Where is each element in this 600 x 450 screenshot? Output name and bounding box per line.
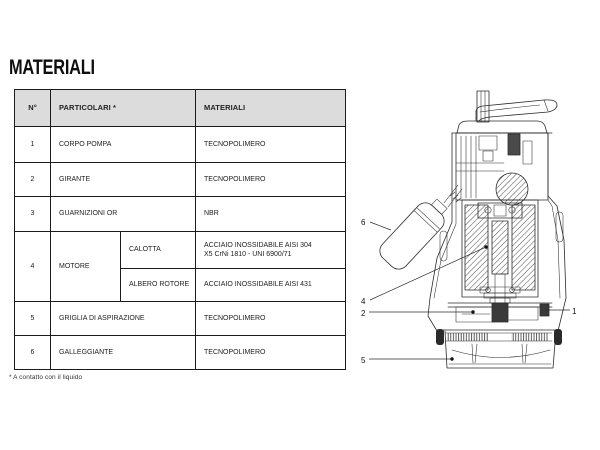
cell-number: 1 [15, 127, 51, 163]
table-row [15, 163, 346, 197]
cell-part: GUARNIZIONI OR [51, 197, 196, 232]
cell-material: TECNOPOLIMERO [196, 336, 346, 370]
callout-dot-4 [484, 245, 487, 248]
pump-drawing-svg [350, 85, 596, 377]
cell-part: MOTORE [51, 232, 121, 302]
table-row [15, 336, 346, 370]
callout-dot-5 [450, 357, 453, 360]
cell-material: TECNOPOLIMERO [196, 302, 346, 336]
material-line-1: ACCIAIO INOSSIDABILE AISI 304 [204, 241, 312, 249]
cell-number: 4 [15, 232, 51, 302]
cell-material [196, 232, 346, 269]
impeller-section [448, 303, 552, 322]
page-title: MATERIALI [9, 56, 95, 79]
column-header-particolari: PARTICOLARI * [51, 90, 196, 127]
callout-leader-6 [370, 222, 391, 230]
cell-part: GIRANTE [51, 163, 196, 197]
table-header-row [15, 90, 346, 127]
cell-part: CORPO POMPA [51, 127, 196, 163]
cell-number: 5 [15, 302, 51, 336]
carry-handle [476, 100, 557, 121]
callout-label-2: 2 [361, 309, 366, 318]
upper-casing [456, 133, 548, 205]
table-row [15, 127, 346, 163]
pump-cross-section-diagram [350, 85, 596, 377]
cell-number: 6 [15, 336, 51, 370]
cell-subcomponent: CALOTTA [121, 232, 196, 269]
cell-number: 3 [15, 197, 51, 232]
cell-material: TECNOPOLIMERO [196, 163, 346, 197]
cell-material: TECNOPOLIMERO [196, 127, 346, 163]
suction-grille [436, 329, 562, 368]
callout-label-5: 5 [361, 356, 366, 365]
cell-part: GALLEGGIANTE [51, 336, 196, 370]
table-row [15, 302, 346, 336]
column-header-n: N° [15, 90, 51, 127]
motor-section [462, 200, 538, 303]
table-row [15, 197, 346, 232]
callout-label-4: 4 [361, 297, 366, 306]
materials-table [14, 89, 346, 370]
pump-line-art [376, 91, 566, 368]
material-line-2: X5 CrNi 1810 - UNI 6900/71 [204, 251, 292, 258]
callout-label-6: 6 [361, 218, 366, 227]
column-header-materiali: MATERIALI [196, 90, 346, 127]
cell-material: NBR [196, 197, 346, 232]
footnote: * A contatto con il liquido [9, 374, 83, 381]
callout-label-1: 1 [572, 307, 577, 316]
cell-part: GRIGLIA DI ASPIRAZIONE [51, 302, 196, 336]
cell-number: 2 [15, 163, 51, 197]
cell-subcomponent: ALBERO ROTORE [121, 269, 196, 302]
callout-dot-2 [471, 310, 474, 313]
table-row [15, 232, 346, 269]
motor-cap [452, 121, 552, 133]
cell-material: ACCIAIO INOSSIDABILE AISI 431 [196, 269, 346, 302]
